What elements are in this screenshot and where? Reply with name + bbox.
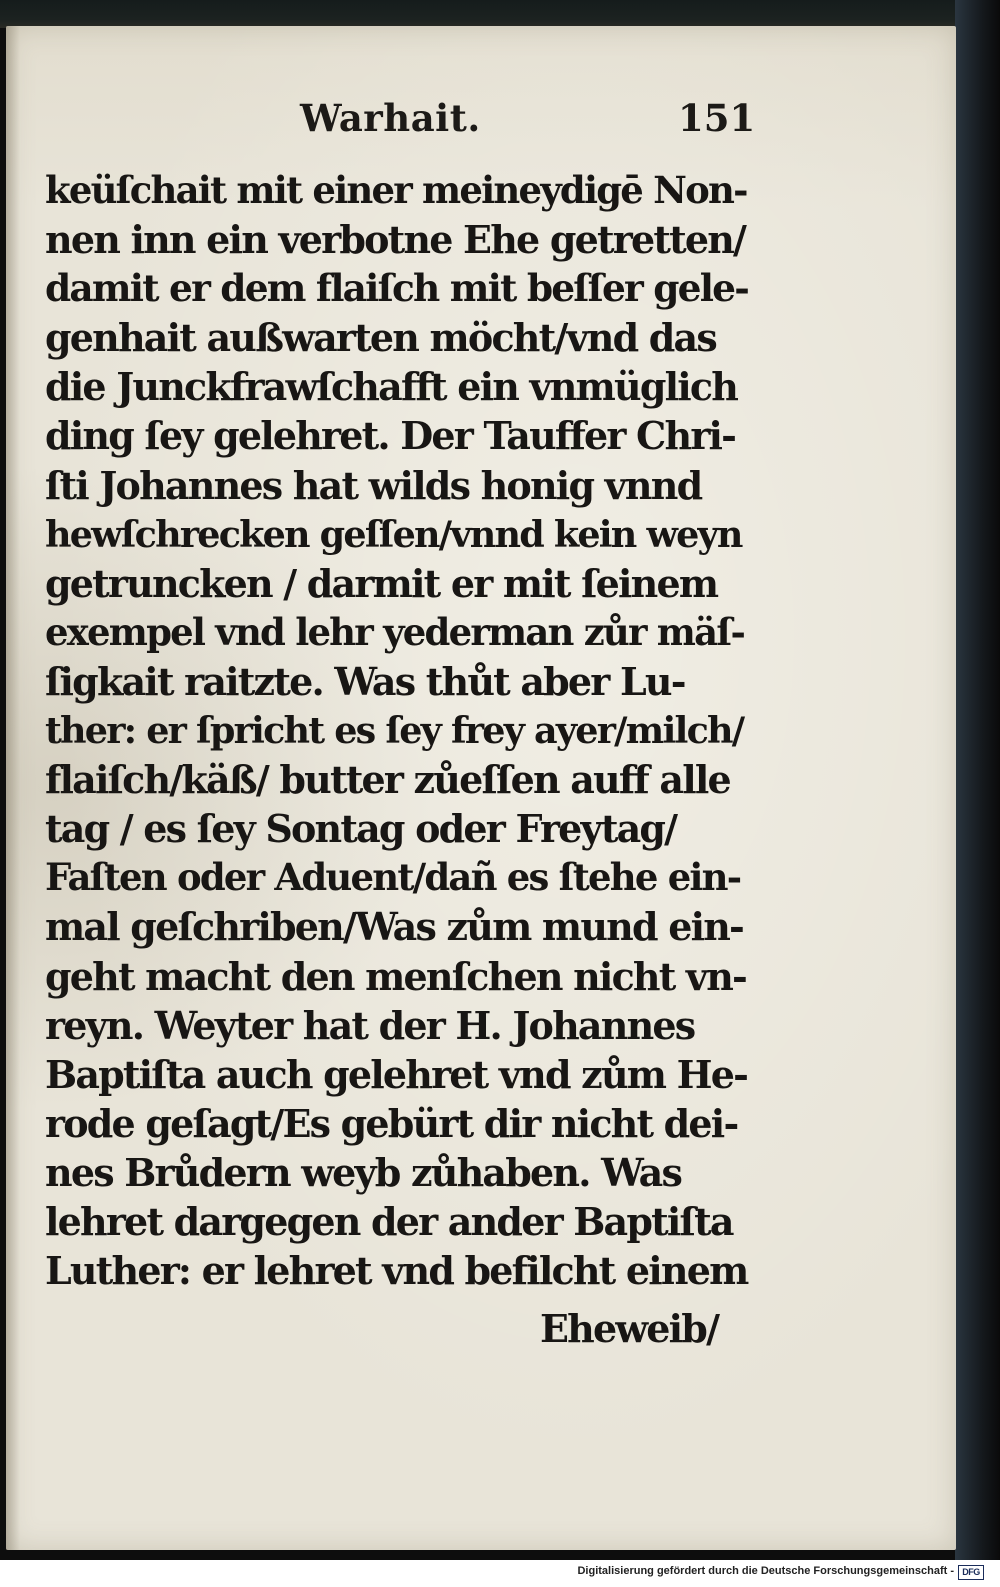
text-line: genhait außwarten möcht/vnd das: [45, 315, 716, 361]
text-line: ſti Johannes hat wilds honig vnnd: [45, 462, 702, 508]
text-line: geht macht den menſchen nicht vn-: [45, 953, 746, 999]
text-line: nen inn ein verbotne Ehe getretten/: [45, 217, 746, 263]
text-line: keüſchait mit einer meineydigē Non-: [45, 168, 747, 212]
text-line: ding ſey gelehret. Der Tauffer Chri-: [45, 413, 736, 459]
text-line: Luther: er lehret vnd befilcht einem: [45, 1248, 748, 1294]
running-head: Warhait.: [300, 96, 481, 140]
footer-bar: [0, 1560, 1000, 1587]
book-right-edge: [955, 0, 1000, 1560]
text-line: rode geſagt/Es gebürt dir nicht dei-: [45, 1100, 738, 1146]
text-line: lehret dargegen der ander Baptiſta: [45, 1198, 733, 1244]
text-block: [45, 166, 750, 1295]
text-line: ther: er ſpricht es ſey frey ayer/milch/: [45, 709, 744, 753]
text-line: flaiſch/käß/ butter zůeſſen auff alle: [45, 757, 730, 803]
text-line: hewſchrecken geſſen/vnnd kein weyn: [45, 512, 742, 556]
text-line: getruncken / darmit er mit ſeinem: [45, 560, 718, 606]
text-line: reyn. Weyter hat der H. Johannes: [45, 1002, 695, 1048]
funding-credit: Digitalisierung gefördert durch die Deutsche Forschungsgemeinschaft -: [577, 1565, 954, 1577]
text-line: tag / es ſey Sontag oder Freytag/: [45, 806, 677, 852]
text-line: ſigkait raitzte. Was thůt aber Lu-: [45, 658, 685, 704]
text-line: die Junckfrawſchafft ein vnmüglich: [45, 364, 738, 410]
text-line: Baptiſta auch gelehret vnd zům He-: [45, 1051, 748, 1097]
book-top-edge: [0, 0, 1000, 28]
catchword: Eheweib/: [540, 1306, 719, 1351]
text-line: damit er dem flaiſch mit beſſer gele-: [45, 266, 748, 311]
text-line: nes Brůdern weyb zůhaben. Was: [45, 1149, 682, 1195]
text-line: mal geſchriben/Was zům mund ein-: [45, 904, 744, 950]
text-line: exempel vnd lehr yederman zůr mäſ-: [45, 609, 744, 654]
page-number: 151: [678, 96, 756, 140]
dfg-logo: DFG: [958, 1565, 984, 1580]
text-line: Faſten oder Aduent/dañ es ſtehe ein-: [45, 855, 741, 900]
page-gutter-shadow: [6, 26, 20, 1550]
